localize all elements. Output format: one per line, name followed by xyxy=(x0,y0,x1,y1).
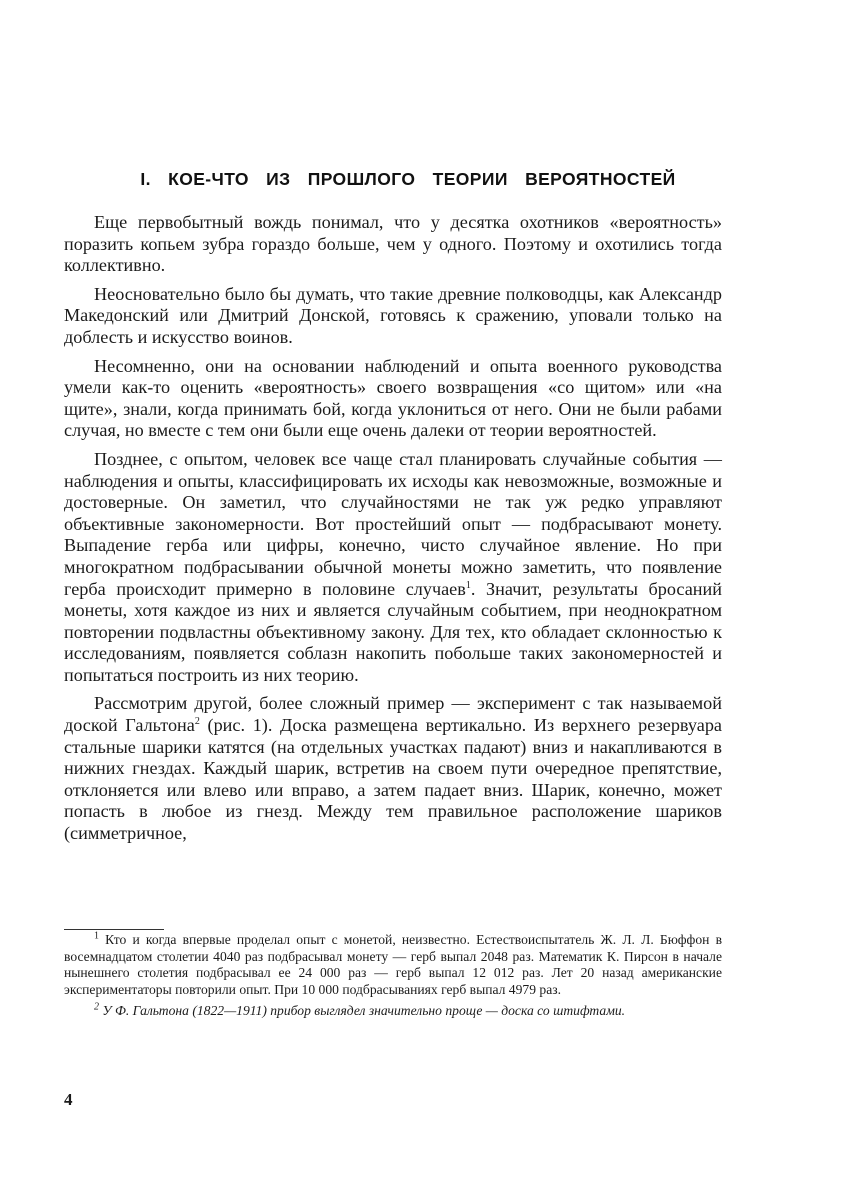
footnote-reference: 2 xyxy=(194,716,200,727)
paragraph-text: Позднее, с опытом, человек все чаще стал планировать случайные события — наблюдения и опыты, классифицировать их исходы как невозможные, возможные и достоверные. Он заметил, что случайностями не так уж редко управляют объективные закономерности. Вот простейший опыт — подбрасывают монету. Выпадение герба или цифры, конечно, чисто случайное явление. Но при многократном подбрасывании обычной монеты можно заметить, что появление герба происходит примерно в половине случаев xyxy=(64,448,722,599)
paragraph-text: (рис. 1). Доска размещена вертикально. Из верхнего резервуара стальные шарики катятся (на отдельных участках падают) вниз и накапливаются в нижних гнездах. Каждый шарик, встретив на своем пути очередное препятствие, отклоняется или влево или вправо, а затем падает вниз. Шарик, конечно, может попасть в любое из гнезд. Между тем правильное расположение шариков (симметричное, xyxy=(64,715,722,844)
paragraph: Еще первобытный вождь понимал, что у десятка охотников «вероятность» поразить копьем зубра гораздо больше, чем у одного. Поэтому и охотились тогда коллективно. xyxy=(64,212,722,276)
paragraph: Неосновательно было бы думать, что такие древние полководцы, как Александр Македонский или Дмитрий Донской, готовясь к сражению, уповали только на доблесть и искусство воинов. xyxy=(64,283,722,347)
footnote xyxy=(64,1003,722,1020)
footnote-divider xyxy=(64,929,164,930)
paragraph: Несомненно, они на основании наблюдений и опыта военного руководства умели как-то оценить «вероятность» своего возвращения «со щитом» или «на щите», знали, когда принимать бой, когда уклониться от него. Они не были рабами случая, но вместе с тем они были еще очень далеки от теории вероятностей. xyxy=(64,355,722,441)
footnote-text: Кто и когда впервые проделал опыт с монетой, неизвестно. Естествоиспытатель Ж. Л. Л. Бюффон в восемнадцатом столетии 4040 раз подбрасывал монету — герб выпал 2048 раз. Математик К. Пирсон в начале нынешнего столетия подбрасывал ее 24 000 раз — герб выпал 12 012 раз. Лет 20 назад американские экспериментаторы повторили опыт. При 10 000 подбрасываниях герб выпал 4979 раз. xyxy=(64,932,722,997)
paragraph xyxy=(64,693,722,844)
chapter-heading: I. КОЕ-ЧТО ИЗ ПРОШЛОГО ТЕОРИИ ВЕРОЯТНОСТЕЙ xyxy=(140,169,676,189)
page-number: 4 xyxy=(64,1090,73,1109)
footnote-reference: 1 xyxy=(465,579,471,591)
footnote-marker: 2 xyxy=(94,1001,99,1013)
footnotes xyxy=(64,932,722,1025)
paragraph-text: Рассмотрим другой, более сложный пример — эксперимент с так называемой доской Гальтона xyxy=(64,693,722,736)
main-text xyxy=(64,212,722,852)
footnote-marker: 1 xyxy=(94,930,99,942)
paragraph-text: . Значит, результаты бросаний монеты, хотя каждое из них и является случайным событием, при неоднократном повторении подвластны объективному закону. Для тех, кто обладает склонностью к исследованиям, появляется соблазн накопить побольше таких закономерностей и попытаться построить из них теорию. xyxy=(64,578,722,685)
paragraph xyxy=(64,449,722,687)
footnote xyxy=(64,932,722,998)
footnote-text: У Ф. Гальтона (1822—1911) прибор выглядел значительно проще — доска со штифтами. xyxy=(99,1003,626,1019)
